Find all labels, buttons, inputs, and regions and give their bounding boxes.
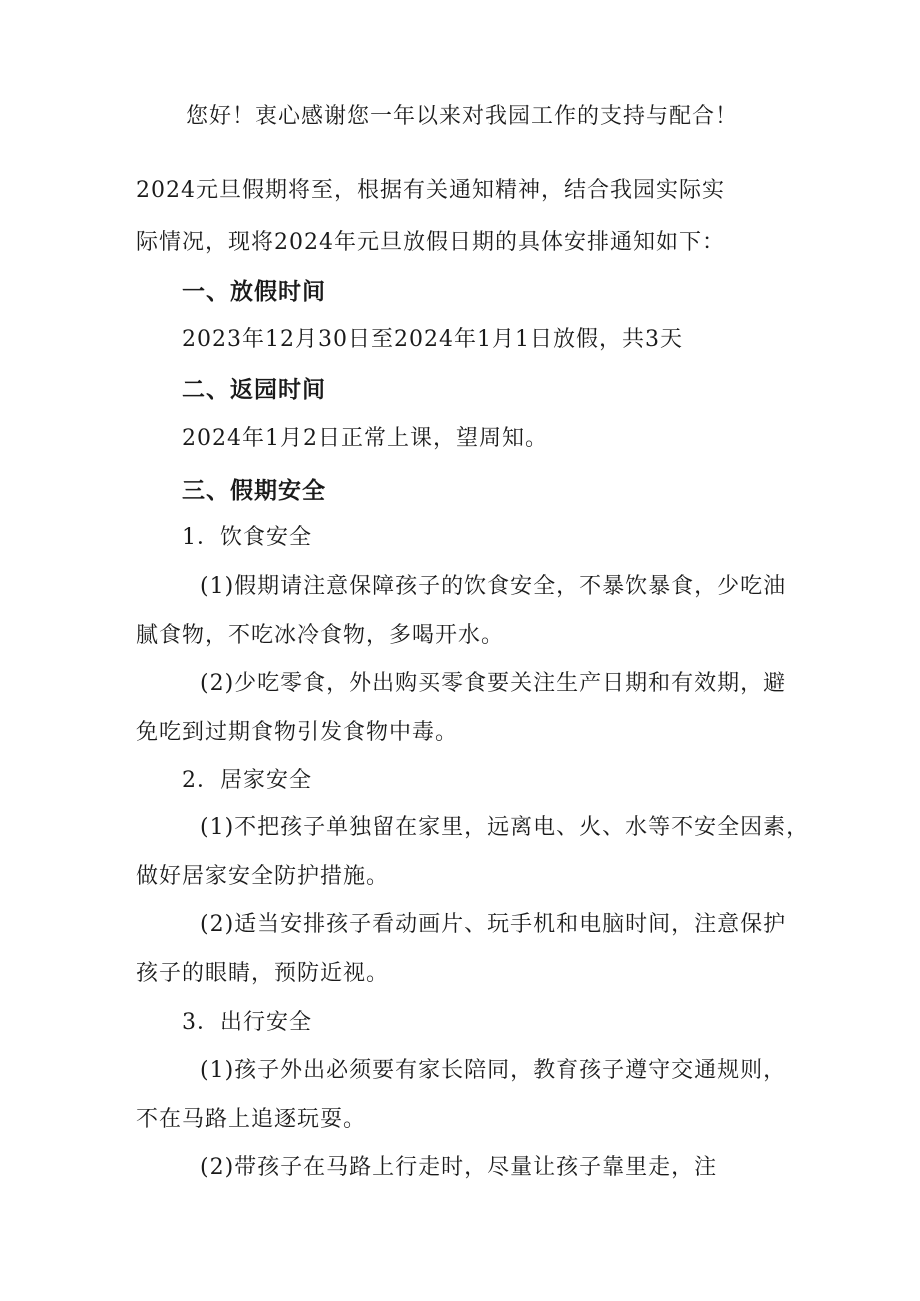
food-safety-item-2-line-2: 免吃到过期食物引发食物中毒。 xyxy=(136,720,459,745)
home-safety-item-1-line-1: (1)不把孩子单独留在家里，远离电、火、水等不安全因素， xyxy=(200,815,810,840)
food-safety-item-1-line-2: 腻食物，不吃冰冷食物，多喝开水。 xyxy=(136,623,505,648)
section-heading-holiday-time: 一、放假时间 xyxy=(182,279,326,305)
return-time-text: 2024年1月2日正常上课，望周知。 xyxy=(182,426,548,451)
subheading-home-safety: 2．居家安全 xyxy=(182,768,312,793)
travel-safety-item-2-line-1: (2)带孩子在马路上行走时，尽量让孩子靠里走，注 xyxy=(200,1155,718,1180)
subheading-travel-safety: 3．出行安全 xyxy=(182,1010,312,1035)
subheading-food-safety: 1．饮食安全 xyxy=(182,525,312,550)
food-safety-item-1-line-1: (1)假期请注意保障孩子的饮食安全，不暴饮暴食，少吃油 xyxy=(200,574,787,599)
section-heading-holiday-safety: 三、假期安全 xyxy=(182,478,326,504)
home-safety-item-1-line-2: 做好居家安全防护措施。 xyxy=(136,864,390,889)
greeting-text: 您好！衷心感谢您一年以来对我园工作的支持与配合！ xyxy=(186,104,739,129)
travel-safety-item-1-line-2: 不在马路上追逐玩耍。 xyxy=(136,1107,367,1132)
food-safety-item-2-line-1: (2)少吃零食，外出购买零食要关注生产日期和有效期，避 xyxy=(200,671,787,696)
home-safety-item-2-line-2: 孩子的眼睛，预防近视。 xyxy=(136,961,390,986)
intro-line-2: 际情况，现将2024年元旦放假日期的具体安排通知如下： xyxy=(136,230,725,255)
home-safety-item-2-line-1: (2)适当安排孩子看动画片、玩手机和电脑时间，注意保护 xyxy=(200,912,787,937)
section-heading-return-time: 二、返园时间 xyxy=(182,377,326,403)
travel-safety-item-1-line-1: (1)孩子外出必须要有家长陪同，教育孩子遵守交通规则， xyxy=(200,1058,787,1083)
intro-line-1: 2024元旦假期将至，根据有关通知精神，结合我园实际实 xyxy=(136,178,725,203)
holiday-time-text: 2023年12月30日至2024年1月1日放假，共3天 xyxy=(182,327,683,352)
